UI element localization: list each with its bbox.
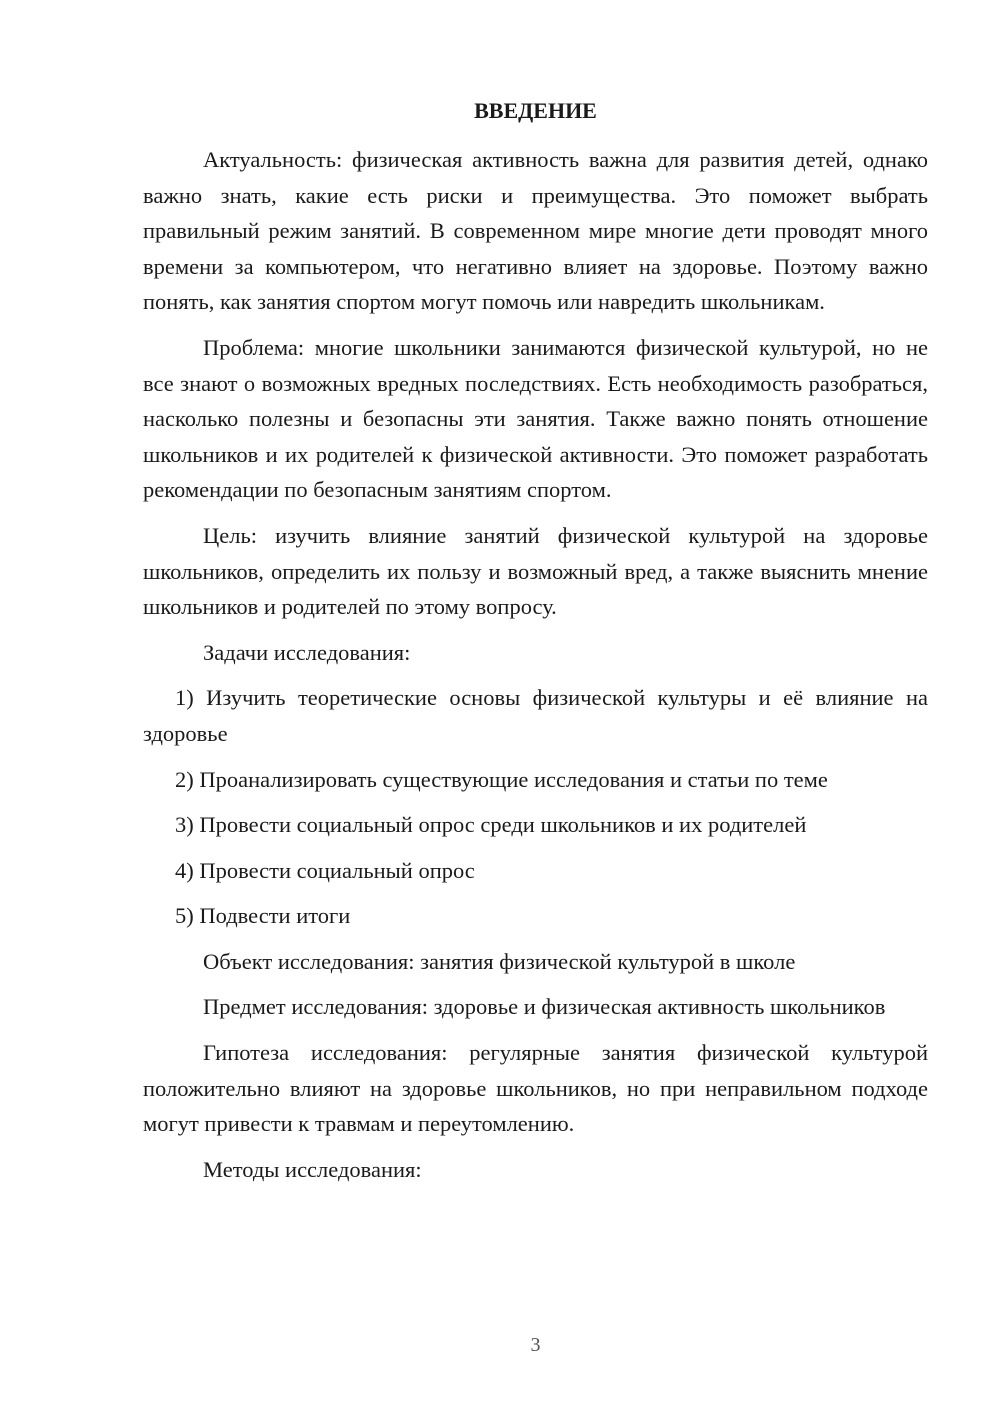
page-number: 3 bbox=[530, 1334, 541, 1356]
relevance-paragraph: Актуальность: физическая активность важна для развития детей, однако важно знать, какие есть риски и преимущества. Это поможет выбрать правильный режим занятий. В современном мире многие дети проводят много времени за компьютером, что негативно влияет на здоровье. Поэтому важно понять, как занятия спортом могут помочь или навредить школьникам. bbox=[143, 147, 928, 315]
goal-paragraph: Цель: изучить влияние занятий физической культурой на здоровье школьников, определить их пользу и возможный вред, а также выяснить мнение школьников и родителей по этому вопросу. bbox=[143, 522, 928, 620]
hypothesis-paragraph: Гипотеза исследования: регулярные занятия физической культурой положительно влияют на здоровье школьников, но при неправильном подходе могут привести к травмам и переутомлению. bbox=[143, 1040, 928, 1137]
task-item: 3) Провести социальный опрос среди школьников и их родителей bbox=[175, 812, 807, 838]
task-item: 5) Подвести итоги bbox=[175, 903, 351, 929]
object-paragraph: Объект исследования: занятия физической культурой в школе bbox=[203, 948, 796, 974]
subject-paragraph: Предмет исследования: здоровье и физическая активность школьников bbox=[203, 994, 886, 1020]
problem-paragraph: Проблема: многие школьники занимаются физической культурой, но не все знают о возможных вредных последствиях. Есть необходимость разобраться, насколько полезны и безопасны эти занятия. Также важно понять отношение школьников и их родителей к физической активности. Это поможет разработать рекомендации по безопасным занятиям спортом. bbox=[143, 334, 928, 503]
methods-paragraph: Методы исследования: bbox=[203, 1156, 422, 1182]
task-item: 4) Провести социальный опрос bbox=[175, 857, 475, 883]
page-title: ВВЕДЕНИЕ bbox=[474, 98, 597, 123]
task-item: 1) Изучить теоретические основы физической культуры и её влияние на здоровье bbox=[143, 685, 928, 746]
tasks-heading: Задачи исследования: bbox=[203, 639, 411, 665]
task-item: 2) Проанализировать существующие исследования и статьи по теме bbox=[175, 766, 828, 792]
document-body bbox=[143, 142, 928, 1187]
